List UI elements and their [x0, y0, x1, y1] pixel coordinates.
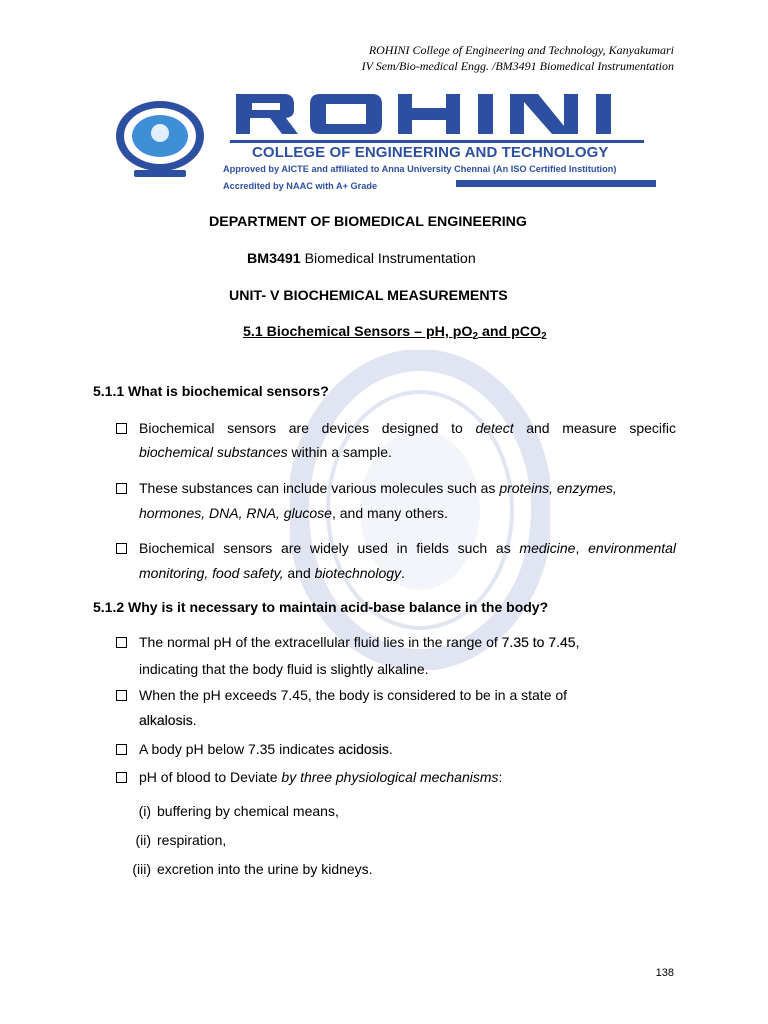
bullet-line: [139, 480, 617, 496]
checkbox-bullet-icon: [116, 543, 127, 554]
bullet-line: indicating that the body fluid is slightly alkaline.: [139, 661, 429, 677]
text-run-italic: biotechnology: [314, 565, 402, 581]
text-run-emphasis: acidosis: [334, 741, 389, 757]
text-run-emphasis: alkalosis: [139, 712, 193, 728]
text-run: , and many others.: [331, 505, 448, 521]
logo-rule-bottom: [456, 180, 656, 187]
list-item: [135, 832, 227, 848]
text-run: These substances can include various molecules such as: [139, 480, 500, 496]
text-run: Biochemical sensors are devices designed to: [139, 420, 476, 436]
text-run-italic: proteins, enzymes,: [499, 480, 617, 496]
list-item-number: (ii): [135, 832, 151, 848]
list-item-number: (i): [138, 803, 151, 819]
list-item-text: respiration,: [157, 832, 227, 848]
topic-part-2: and pCO: [478, 324, 542, 340]
course-code: BM3491: [247, 251, 301, 267]
logo-rule-top: [230, 140, 644, 143]
text-run-italic: medicine: [519, 540, 576, 556]
checkbox-bullet-icon: [116, 423, 127, 434]
text-run-italic: environmental: [588, 540, 677, 556]
unit-heading: UNIT- V BIOCHEMICAL MEASUREMENTS: [229, 288, 508, 304]
checkbox-bullet-icon: [116, 637, 127, 648]
text-run: .: [401, 565, 405, 581]
course-name: Biomedical Instrumentation: [304, 251, 476, 267]
bullet-line: When the pH exceeds 7.45, the body is considered to be in a state of: [139, 687, 568, 703]
course-heading: [247, 251, 476, 267]
text-run-italic: biochemical substances: [139, 444, 288, 460]
running-header: [362, 42, 674, 74]
text-run: :: [498, 769, 503, 785]
bullet-line: [139, 420, 676, 436]
text-run-italic: monitoring, food safety,: [139, 565, 284, 581]
text-run-italic: detect: [475, 420, 514, 436]
topic-subscript-2: 2: [541, 331, 547, 342]
header-line-2: IV Sem/Bio-medical Engg. /BM3491 Biomedical Instrumentation: [361, 59, 674, 73]
text-run-italic: by three physiological mechanisms: [281, 769, 499, 785]
bullet-line: [139, 634, 579, 650]
checkbox-bullet-icon: [116, 744, 127, 755]
checkbox-bullet-icon: [116, 772, 127, 783]
checkbox-bullet-icon: [116, 483, 127, 494]
text-run-emphasis: 7.35 to 7.45: [501, 634, 576, 650]
bullet-line: [139, 741, 393, 757]
text-run: The normal pH of the extracellular fluid lies in the range of: [139, 634, 502, 650]
college-seal-logo: [108, 100, 212, 180]
list-item-number: (iii): [132, 861, 151, 877]
text-run: and measure specific: [513, 420, 676, 436]
bullet-line: [139, 712, 197, 728]
text-run: within a sample.: [287, 444, 392, 460]
section-title-5-1-1: 5.1.1 What is biochemical sensors?: [93, 383, 329, 399]
approval-line: Approved by AICTE and affiliated to Anna University Chennai (An ISO Certified Institution): [223, 164, 617, 174]
college-name: COLLEGE OF ENGINEERING AND TECHNOLOGY: [252, 144, 609, 161]
checkbox-bullet-icon: [116, 690, 127, 701]
accreditation-line: Accredited by NAAC with A+ Grade: [223, 181, 378, 191]
bullet-line: [139, 540, 676, 556]
bullet-line: [139, 769, 502, 785]
bullet-line: [139, 505, 448, 521]
list-item-text: excretion into the urine by kidneys.: [157, 861, 373, 877]
list-item-text: buffering by chemical means,: [157, 803, 339, 819]
text-run: and: [283, 565, 315, 581]
bullet-line: [139, 444, 392, 460]
topic-part-1: 5.1 Biochemical Sensors – pH, pO: [243, 324, 473, 340]
page-number: 138: [655, 967, 674, 979]
text-run: Biochemical sensors are widely used in fields such as: [139, 540, 520, 556]
text-run: A body pH below 7.35 indicates: [139, 741, 335, 757]
text-run: ,: [575, 634, 580, 650]
text-run-italic: hormones, DNA, RNA, glucose: [139, 505, 332, 521]
header-line-1: ROHINI College of Engineering and Technology, Kanyakumari: [368, 43, 674, 57]
text-run: .: [388, 741, 393, 757]
text-run: pH of blood to Deviate: [139, 769, 282, 785]
topic-heading: [243, 324, 547, 342]
text-run: .: [192, 712, 197, 728]
text-run: ,: [575, 540, 589, 556]
list-item: [138, 803, 339, 819]
section-title-5-1-2: 5.1.2 Why is it necessary to maintain acid-base balance in the body?: [93, 599, 549, 615]
bullet-line: [139, 565, 405, 581]
department-heading: DEPARTMENT OF BIOMEDICAL ENGINEERING: [209, 214, 527, 230]
topic-subscript-1: 2: [472, 331, 479, 342]
list-item: [132, 861, 373, 877]
rohini-wordmark-logo: [232, 90, 652, 140]
